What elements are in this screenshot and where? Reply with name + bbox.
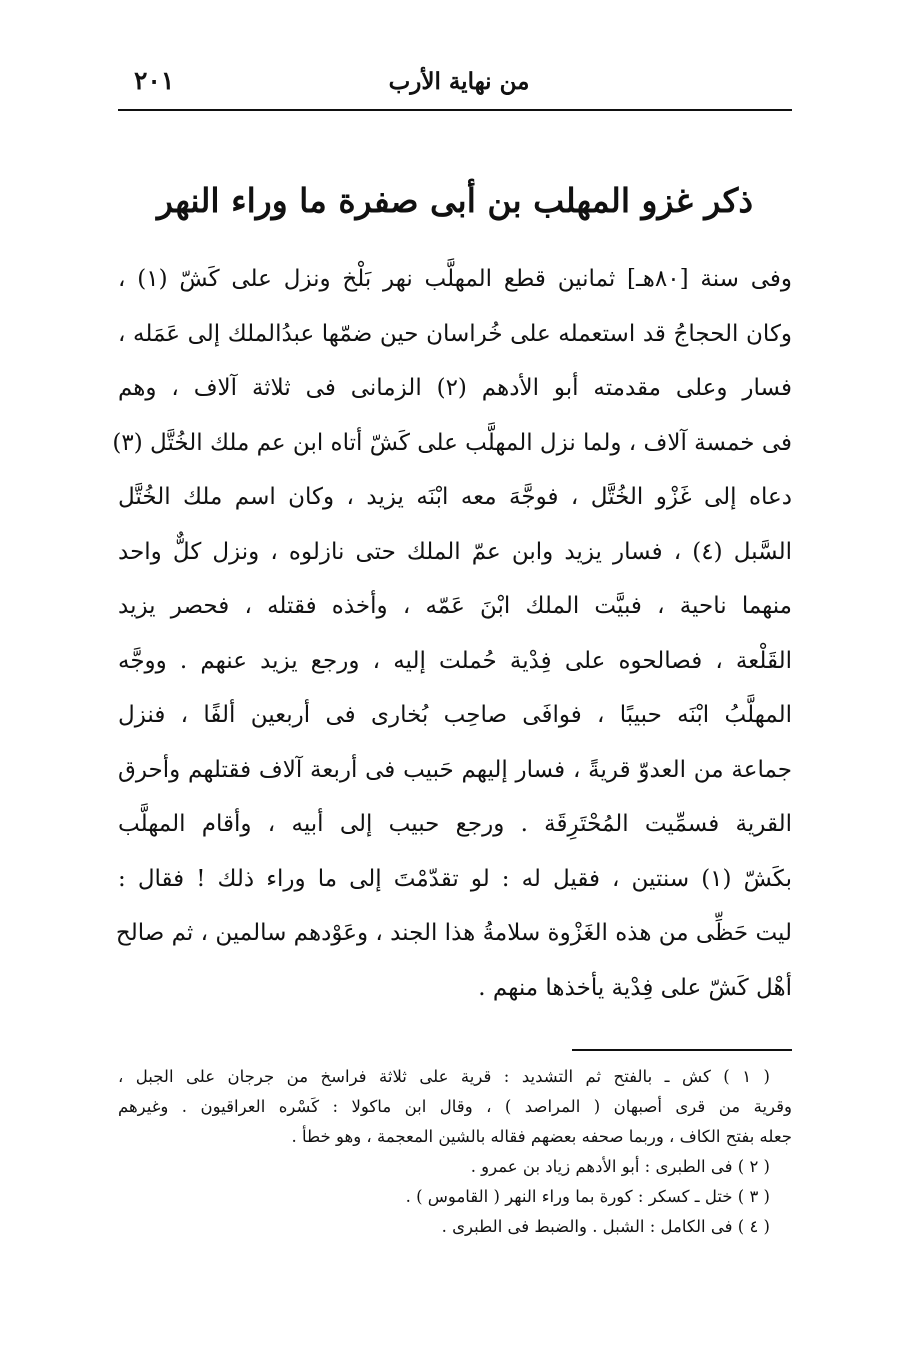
body-line: القَلْعة ، فصالحوه على فِدْية حُملت إليه ، ورجع يزيد عنهم . ووجَّه <box>118 647 792 674</box>
body-line: بكَشّ (١) سنتين ، فقيل له : لو تقدّمْتَ إلى ما وراء ذلك ! فقال : <box>118 865 792 892</box>
body-line: ليت حَظِّى من هذه الغَزْوة سلامةُ هذا الجند ، وعَوْدهم سالمين ، ثم صالح <box>115 920 792 946</box>
header-rule <box>118 109 792 111</box>
running-title: من نهاية الأرب <box>388 68 530 95</box>
chapter-title: ذكر غزو المهلب بن أبى صفرة ما وراء النهر <box>156 181 754 220</box>
body-line: دعاه إلى غَزْو الخُتَّل ، فوجَّهَ معه ابْنَه يزيد ، وكان اسم ملك الخُتَّل <box>118 484 792 510</box>
body-line: وفى سنة [٨٠هـ] ثمانين قطع المهلَّب نهر بَلْخ ونزل على كَشّ (١) ، <box>118 266 792 292</box>
body-line: فى خمسة آلاف ، ولما نزل المهلَّب على كَشّ أتاه ابن عم ملك الخُتَّل (٣) <box>112 429 792 456</box>
body-line: منهما ناحية ، فبيَّت الملك ابْنَ عَمّه ، وأخذه فقتله ، فحصر يزيد <box>118 593 792 619</box>
footnote-line: وقرية من قرى أصبهان ( المراصد ) ، وقال ابن ماكولا : كَسْره العراقيون . وغيرهم <box>118 1097 792 1116</box>
footnotes <box>118 1062 792 1242</box>
body-line: جماعة من العدوّ قريةً ، فسار إليهم حَبيب فى أربعة آلاف فقتلهم وأحرق <box>118 756 792 783</box>
page-number: ٢٠١ <box>134 66 175 95</box>
footnote-rule <box>572 1049 792 1051</box>
body-line: المهلَّبُ ابْنَه حبيبًا ، فوافَى صاحِب بُخارى فى أربعين ألفًا ، فنزل <box>118 702 792 728</box>
footnote-line: ( ٤ ) فى الكامل : الشبل . والضبط فى الطبرى . <box>441 1217 770 1236</box>
footnote-line: ( ١ ) كش ـ بالفتح ثم التشديد : قرية على ثلاثة فراسخ من جرجان على الجبل ، <box>118 1067 770 1086</box>
footnote-line: جعله بفتح الكاف ، وربما صحفه بعضهم فقاله بالشين المعجمة ، وهو خطأ . <box>291 1127 792 1146</box>
footnote-line: ( ٣ ) ختل ـ كسكر : كورة بما وراء النهر ( القاموس ) . <box>405 1187 770 1206</box>
body-text <box>112 252 792 1015</box>
body-line: أهْل كَشّ على فِدْية يأخذها منهم . <box>478 974 792 1001</box>
body-line: السَّبل (٤) ، فسار يزيد وابن عمّ الملك حتى نازلوه ، ونزل كلٌّ واحد <box>118 538 792 565</box>
page-header <box>126 62 792 106</box>
body-line: وكان الحجاجُ قد استعمله على خُراسان حين ضمّها عبدُالملك إلى عَمَله ، <box>118 320 792 347</box>
footnote-line: ( ٢ ) فى الطبرى : أبو الأدهم زياد بن عمرو . <box>470 1157 770 1176</box>
body-line: فسار وعلى مقدمته أبو الأدهم (٢) الزمانى فى ثلاثة آلاف ، وهم <box>118 375 792 401</box>
body-line: القرية فسمِّيت المُحْتَرِقَة . ورجع حبيب إلى أبيه ، وأقام المهلَّب <box>118 811 792 837</box>
